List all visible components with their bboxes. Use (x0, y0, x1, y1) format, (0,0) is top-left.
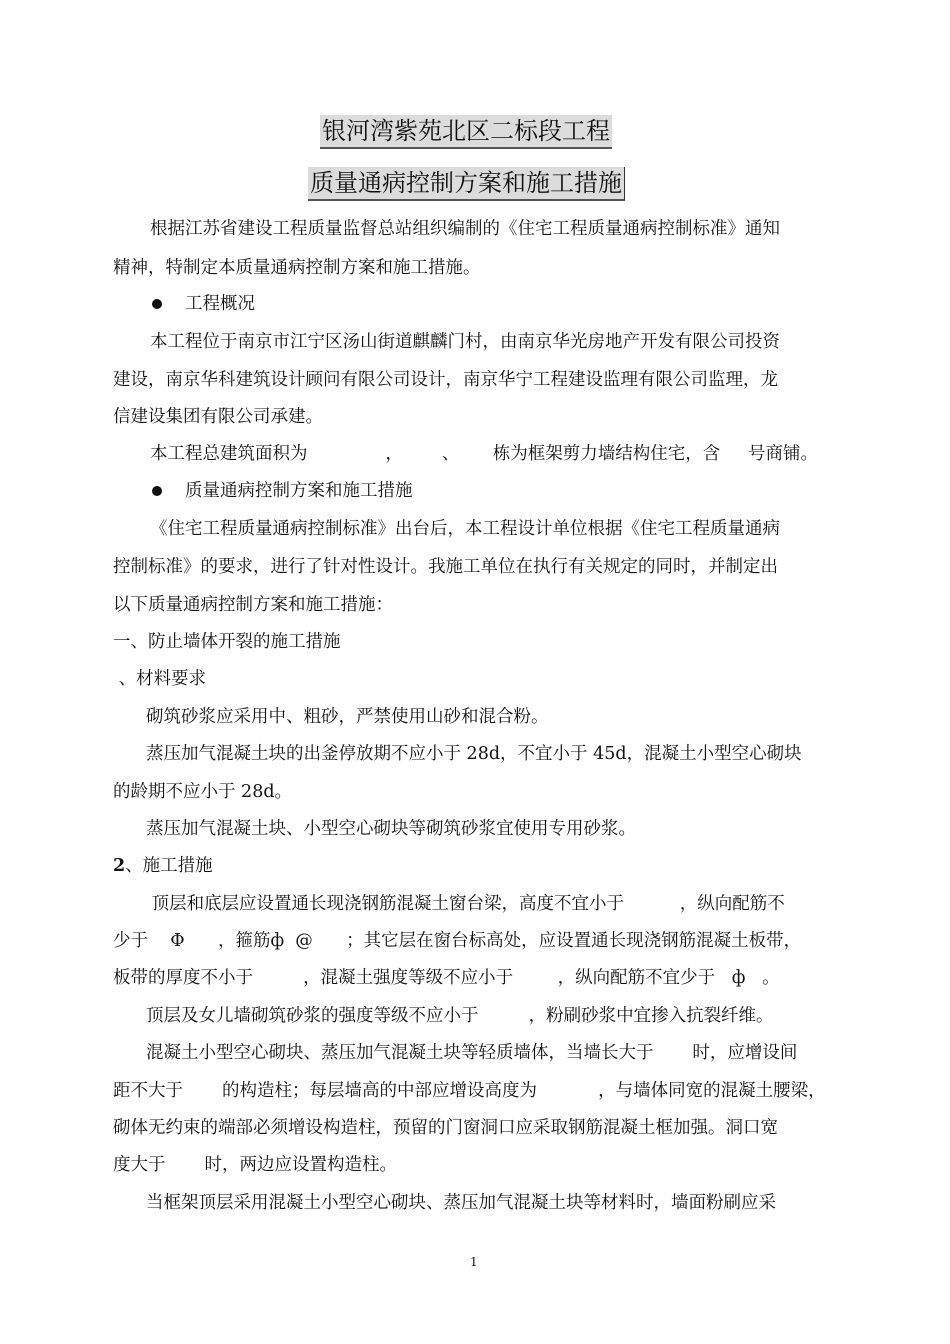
overview-area-line: 本工程总建筑面积为 ， 、 栋为框架剪力墙结构住宅，含 号商铺。 (150, 444, 819, 464)
construction-measures-number: 2 (113, 856, 126, 876)
document-title-line1: 银河湾紫苑北区二标段工程 (320, 115, 612, 149)
measure-3-line-1: 混凝土小型空心砌块、蒸压加气混凝土块等轻质墙体，当墙长大于 时，应增设间 (146, 1043, 798, 1063)
section-heading-overview: 工程概况 (185, 294, 255, 314)
document-title-line2: 质量通病控制方案和施工措施 (308, 167, 625, 201)
measure-1-line-2: 少于 Φ ，箍筋ф @ ；其它层在窗台标高处，应设置通长现浇钢筋混凝土板带， (113, 931, 802, 951)
measure-2: 顶层及女儿墙砌筑砂浆的强度等级不应小于 ，粉刷砂浆中宜掺入抗裂纤维。 (146, 1006, 774, 1026)
material-item-3: 蒸压加气混凝土块、小型空心砌块等砌筑砂浆宜使用专用砂浆。 (146, 819, 636, 839)
intro-line-1: 根据江苏省建设工程质量监督总站组织编制的《住宅工程质量通病控制标准》通知 (150, 219, 780, 239)
measure-1-line-3: 板带的厚度不小于 ，混凝土强度等级不应小于 ，纵向配筋不宜少于 ф 。 (113, 968, 780, 988)
bullet-icon (152, 486, 162, 496)
section-heading-control-plan: 质量通病控制方案和施工措施 (185, 481, 413, 501)
measure-1-line-1: 顶层和底层应设置通长现浇钢筋混凝土窗台梁，高度不宜小于 ，纵向配筋不 (146, 894, 785, 914)
material-item-2-line-1: 蒸压加气混凝土块的出釜停放期不应小于 28d，不宜小于 45d，混凝土小型空心砌块 (146, 744, 802, 764)
intro-line-2: 精神，特制定本质量通病控制方案和施工措施。 (113, 258, 481, 278)
overview-paragraph-line-3: 信建设集团有限公司承建。 (113, 407, 323, 427)
bullet-icon (152, 299, 162, 309)
control-plan-line-3: 以下质量通病控制方案和施工措施： (113, 595, 393, 615)
construction-measures-heading (113, 853, 213, 879)
material-item-1: 砌筑砂浆应采用中、粗砂，严禁使用山砂和混合粉。 (146, 707, 549, 727)
measure-4-line-1: 当框架顶层采用混凝土小型空心砌块、蒸压加气混凝土块等材料时，墙面粉刷应采 (146, 1193, 776, 1213)
control-plan-line-2: 控制标准》的要求，进行了针对性设计。我施工单位在执行有关规定的同时，并制定出 (113, 557, 778, 577)
measure-3-line-4: 度大于 时，两边应设置构造柱。 (113, 1155, 397, 1175)
measure-3-line-3: 砌体无约束的端部必须增设构造柱，预留的门窗洞口应采取钢筋混凝土框加强。洞口宽 (113, 1118, 778, 1138)
control-plan-line-1: 《住宅工程质量通病控制标准》出台后，本工程设计单位根据《住宅工程质量通病 (150, 519, 780, 539)
part1-heading: 一、防止墙体开裂的施工措施 (113, 632, 341, 652)
material-item-2-line-2: 的龄期不应小于 28d。 (113, 782, 293, 802)
measure-3-line-2: 距不大于 的构造柱；每层墙高的中部应增设高度为 ，与墙体同宽的混凝土腰梁， (113, 1081, 826, 1101)
page-number: 1 (470, 1255, 478, 1269)
material-requirements-heading: 、材料要求 (113, 669, 207, 689)
construction-measures-label: 、施工措施 (125, 856, 213, 876)
overview-paragraph-line-1: 本工程位于南京市江宁区汤山街道麒麟门村，由南京华光房地产开发有限公司投资 (150, 332, 780, 352)
overview-paragraph-line-2: 建设，南京华科建筑设计顾问有限公司设计，南京华宁工程建设监理有限公司监理，龙 (113, 370, 778, 390)
